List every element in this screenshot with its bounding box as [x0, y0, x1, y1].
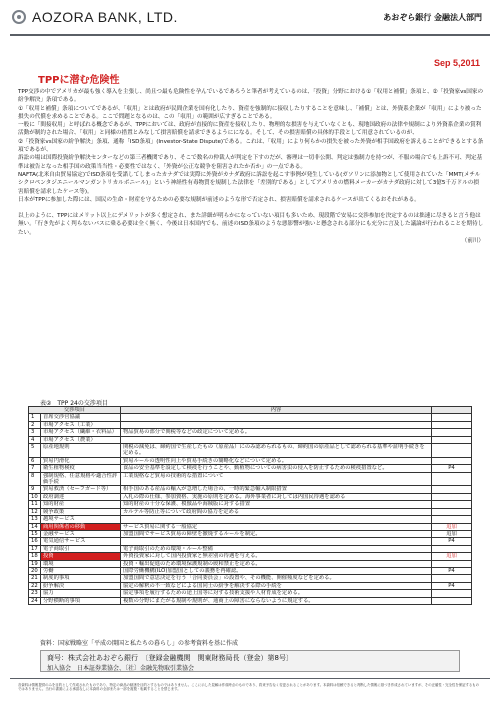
item-name: 電気通信サービス — [41, 538, 121, 545]
table-row — [29, 545, 472, 552]
item-content: 入札の際の仕様、参加資格、実施の原則を定める。海外事業者に対しては内国民待遇を認める — [121, 493, 432, 500]
item-name: 首席交渉官協議 — [41, 414, 121, 421]
disclaimer-text: 各資料は情報提供のみを目的として作成されたものであり、特定の商品の勧誘を目的とするものではありません。ここに示した見解は作成時点のものであり、将来予告なく変更されることがあります。本資料は信頼できると判断した情報に基づき作成されていますが、その正確性・完全性を保証するものではありません。当行の書面による承諾なしに本資料の全部または一部を複製・転載することを禁じます。 — [18, 683, 480, 692]
item-name: 制度的事項 — [41, 575, 121, 582]
table-row — [29, 553, 472, 560]
item-note — [432, 429, 472, 436]
row-number: 9 — [29, 486, 41, 493]
item-note — [432, 472, 472, 486]
row-number: 19 — [29, 560, 41, 567]
paragraph: TPP交渉の中でアメリカが最も強く導入を主張し、尚且つ最も危険性を孕んでいるであろうと筆者が考えているのは、「投資」分野における①「収用と補償」条項と、②「投資家vs国家の紛争解決」条項である。 — [18, 89, 484, 104]
table-row — [29, 530, 472, 537]
table-header-row — [29, 407, 472, 414]
item-note — [432, 560, 472, 567]
row-number: 8 — [29, 472, 41, 486]
item-content: 相手国のある産品の輸入が急増した場合の、一時的緊急輸入制限措置 — [121, 486, 432, 493]
table-row — [29, 582, 472, 589]
item-note — [432, 575, 472, 582]
item-name: 分野横断的事項 — [41, 597, 121, 604]
department-label: あおぞら銀行 金融法人部門 — [383, 13, 482, 22]
item-content: 協定の解釈の不一致などによる国同士の紛争を解決する際の手続を — [121, 582, 432, 589]
table-row — [29, 444, 472, 458]
item-note: 追加 — [432, 523, 472, 530]
report-date: Sep 5,2011 — [433, 58, 480, 68]
table-row — [29, 486, 472, 493]
item-note: P4 — [432, 465, 472, 472]
item-note — [432, 590, 472, 597]
table-row — [29, 567, 472, 574]
item-content: 投資・輸出促進のため環境保護規制の緩和禁止を定める。 — [121, 560, 432, 567]
row-number: 20 — [29, 567, 41, 574]
item-content — [121, 436, 432, 443]
item-name: 労働 — [41, 567, 121, 574]
item-name: 商用関係者の移動 — [41, 523, 121, 530]
item-content: 知的財産の十分な保護、模倣品や海賊版に対する措置 — [121, 501, 432, 508]
item-note — [432, 597, 472, 604]
item-note — [432, 444, 472, 458]
logo-mark-icon — [12, 10, 26, 24]
table-row — [29, 465, 472, 472]
row-number: 13 — [29, 516, 41, 523]
item-name: 電子商取引 — [41, 545, 121, 552]
paragraph: 日本がTPPに参加した際には、国民の生命・財産を守るための必要な規制が前述のような形で否定され、損害賠償を請求されるケースが出てくるおそれがある。 — [18, 196, 420, 203]
item-note: P4 — [432, 538, 472, 545]
item-note — [432, 501, 472, 508]
report-body — [18, 88, 484, 245]
row-number: 2 — [29, 421, 41, 428]
header-rule — [10, 34, 490, 36]
row-number: 5 — [29, 444, 41, 458]
item-name: 市場アクセス（農業） — [41, 436, 121, 443]
item-note — [432, 414, 472, 421]
item-name: 貿易救済（セーフガード等） — [41, 486, 121, 493]
table-row — [29, 538, 472, 545]
row-number: 23 — [29, 590, 41, 597]
paragraph: 一般に「間接収用」と呼ばれる概念であるが、TPPにおいては、政府が直接的に資産を接収したり、物理的な損害を与えていなくとも、現地国政府の法律や規制により外資系企業の賞利活動が制約された場合、「収用」と同様の措置とみなして損害賠償を請求できるようにになる。そして、その損害賠償の具体的手段として用意されているのが、 — [18, 122, 482, 137]
item-note — [432, 436, 472, 443]
item-content — [121, 516, 432, 523]
item-content: 外資投資家に対して国内投資家と無差別の待遇を与える。 — [121, 553, 432, 560]
item-content: 貿易ルールの透明性向上や貿易手続きの簡略化などについて定める。 — [121, 457, 432, 464]
item-note — [432, 516, 472, 523]
table-source-caption: 資料：国家戦略室「平成の開国と私たちの暮らし」の参考資料を基に作成 — [40, 640, 239, 647]
association-info: 加入協会 日本証券業協会、〔社〕金融先物取引業協会 — [47, 665, 195, 672]
contact-box — [40, 650, 460, 672]
row-number: 15 — [29, 530, 41, 537]
table-row — [29, 523, 472, 530]
item-note: P4 — [432, 567, 472, 574]
item-name: 市場アクセス（工業） — [41, 421, 121, 428]
table-row — [29, 436, 472, 443]
item-content — [121, 421, 432, 428]
item-name: 貿易円滑化 — [41, 457, 121, 464]
item-content: 関税の減免は、締約国で生産したもの（原産品）にのみ認められるもの、締約国の原産品として認められる基準や証明手続きを定める。 — [121, 444, 432, 458]
paragraph: 訴訟の場は国際投資紛争解決センターなどの第三者機関であり、そこで数名の仲裁人が判定を下すのだが、審理は一切非公開、判定は強制力を持つが、不服の場合でも上訴不可、判定基準は被告となった相手国の政策当当性・必要性ではなく、「外資が公正な競争を阻害されたか否か」の一点である。 — [18, 155, 483, 170]
item-note — [432, 421, 472, 428]
row-number: 7 — [29, 465, 41, 472]
table-title: 表② TPP 24の交渉項目 — [40, 400, 108, 407]
row-number: 6 — [29, 457, 41, 464]
paragraph: ①「収用と補償」条項についてであるが、「収用」とは政府が民間企業を国有化したり、資産を強制的に接収したりすることを意味し、「補償」とは、外資系企業が「収用」により被った損失の代償を求めることである。ここで問題となるのは、この「収用」の範囲が広すぎることである。 — [18, 105, 482, 120]
table-row — [29, 457, 472, 464]
item-note: 追加 — [432, 553, 472, 560]
item-content: 協定事項を履行するための途上国等に対する技術支援や人材育成を定める。 — [121, 590, 432, 597]
item-note — [432, 508, 472, 515]
table-row — [29, 501, 472, 508]
table-row — [29, 597, 472, 604]
column-header-item: 交渉項目 — [29, 407, 121, 414]
row-number: 3 — [29, 429, 41, 436]
row-number: 17 — [29, 545, 41, 552]
item-name: 衛生植物検疫 — [41, 465, 121, 472]
row-number: 16 — [29, 538, 41, 545]
column-header-content: 内容 — [121, 407, 432, 414]
item-note — [432, 457, 472, 464]
column-header-note — [432, 407, 472, 414]
row-number: 18 — [29, 553, 41, 560]
item-content: 複数の分野にまたがる規制や規則が、通商上の障害にならないように規定する。 — [121, 597, 432, 604]
item-content: 加盟国間でサービス貿易の障壁を撤廃するルールを制定。 — [121, 530, 432, 537]
item-name: 政府調達 — [41, 493, 121, 500]
item-note — [432, 486, 472, 493]
footer-rule — [10, 678, 490, 679]
table-row — [29, 421, 472, 428]
item-name: 投資 — [41, 553, 121, 560]
table-row — [29, 414, 472, 421]
item-name: 市場アクセス（繊維・衣料品） — [41, 429, 121, 436]
row-number: 24 — [29, 597, 41, 604]
item-content: 加盟国間で意思決定を行う「合同委員会」の設置や、その機能、開催頻度などを定める。 — [121, 575, 432, 582]
item-name: 金融サービス — [41, 530, 121, 537]
row-number: 11 — [29, 501, 41, 508]
row-number: 21 — [29, 575, 41, 582]
negotiation-items-table — [28, 406, 472, 605]
table-row — [29, 493, 472, 500]
item-content: 食品の安全基準を設定して検疫を行うことや、動植物についての病害虫の侵入を防止するための検疫措置など。 — [121, 465, 432, 472]
row-number: 1 — [29, 414, 41, 421]
report-title: TPPに潜む危険性 — [38, 75, 120, 86]
item-note: 追加 — [432, 530, 472, 537]
table-row — [29, 590, 472, 597]
item-content: 物品貿易の部分で関税等などの政定について定める。 — [121, 429, 432, 436]
item-name: 越境サービス — [41, 516, 121, 523]
table-row — [29, 516, 472, 523]
paragraph: 以上のように、TPPにはメリット以上にデメリットが多く想定され、また詳細が明らかになっていない項目も多いため、現段階で安易に交渉参加を決定するのは拙速に尽きると言う他は無い。「行き先がよく判らないバスに乗る必要は全く無く、今後は日本国内でも、前述のISD条項のような悪影響が強いと懸念される部分にも充分に言及した議論が行われることを期待したい。 — [18, 213, 484, 236]
paragraph: NAFTA(北米自由貿易協定)でISD条項を受諾してしまったカナダでは実際に外資がカナダ政府に訴訟を起こす事例が発生している(ガソリンに添加物として使用されていた「MMT(メチルシクロペンタジエニールマンガントリカルボニール)」という神経性有毒物質を規制した法律を「差別的である」としてアメリカの燃料メーカーがカナダ政府に対して3億5千万ドルの損害賠償を請求したケース等)。 — [18, 171, 481, 195]
table-row — [29, 560, 472, 567]
author-label: （前川） — [461, 238, 484, 245]
row-number: 22 — [29, 582, 41, 589]
table-row — [29, 429, 472, 436]
item-content: サービス貿易に関する一般協定 — [121, 523, 432, 530]
item-content: 工業規格など貿易の技術的な措置について — [121, 472, 432, 486]
item-note — [432, 493, 472, 500]
item-name: 知的財産 — [41, 501, 121, 508]
item-note — [432, 545, 472, 552]
item-name: 協力 — [41, 590, 121, 597]
table-row — [29, 508, 472, 515]
item-content: 国際労働機構(ILO)加盟国としての義務を再確認。 — [121, 567, 432, 574]
item-content: カルテル等防止等について政府間の協力を定める — [121, 508, 432, 515]
item-content: 電子商取引のための環境・ルール整備 — [121, 545, 432, 552]
row-number: 14 — [29, 523, 41, 530]
item-note: P4 — [432, 582, 472, 589]
item-content — [121, 414, 432, 421]
item-name: 環境 — [41, 560, 121, 567]
paragraph: ②「投資家vs国家の紛争解決」条項、通称「ISD条項」(Investor-State Dispute)である。これは、「収用」により何らかの損失を被った外資が相手国政府を訴えることができるとする条項であるが、 — [18, 138, 484, 154]
row-number: 10 — [29, 493, 41, 500]
page-header — [0, 0, 500, 34]
row-number: 4 — [29, 436, 41, 443]
table-row — [29, 575, 472, 582]
item-name: 紛争解決 — [41, 582, 121, 589]
item-name: 原産地規則 — [41, 444, 121, 458]
row-number: 12 — [29, 508, 41, 515]
item-name: 競争政策 — [41, 508, 121, 515]
logo-text: AOZORA BANK, LTD. — [32, 9, 178, 25]
table-row — [29, 472, 472, 486]
item-content — [121, 538, 432, 545]
company-info: 商号：株式会社あおぞら銀行 〔登録金融機関 関東財務局長（登金）第8号〕 — [47, 654, 293, 662]
bank-logo — [12, 9, 178, 25]
item-name: 強制規格、任意規格や適合性評価手続 — [41, 472, 121, 486]
